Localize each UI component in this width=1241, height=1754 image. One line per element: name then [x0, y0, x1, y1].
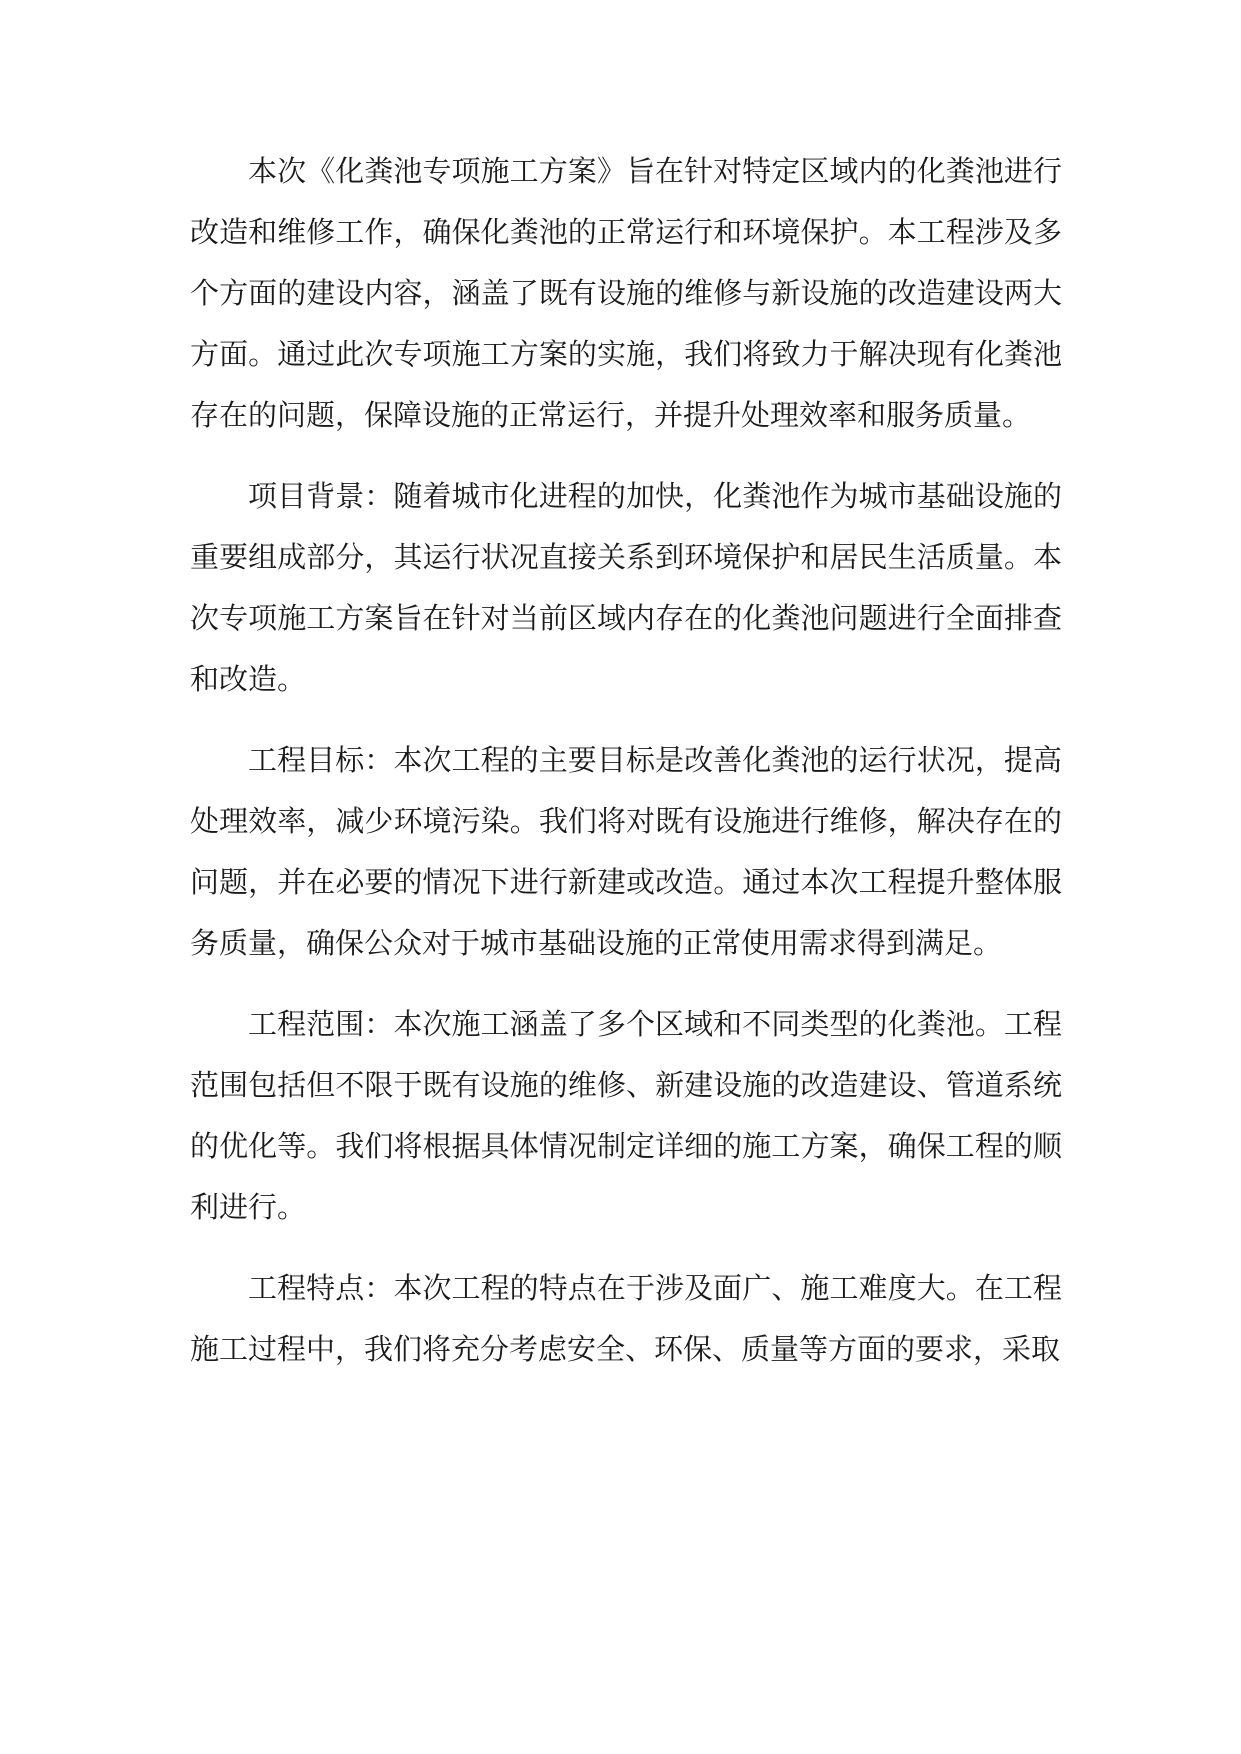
paragraph-project-goals: 工程目标：本次工程的主要目标是改善化粪池的运行状况，提高处理效率，减少环境污染。我们将对既有设施进行维修，解决存在的问题，并在必要的情况下进行新建或改造。通过本次工程提升整体服务质量，确保公众对于城市基础设施的正常使用需求得到满足。 [190, 743, 1062, 960]
paragraph-project-features: 工程特点：本次工程的特点在于涉及面广、施工难度大。在工程施工过程中，我们将充分考虑安全、环保、质量等方面的要求，采取 [190, 1271, 1062, 1366]
paragraph-intro: 本次《化粪池专项施工方案》旨在针对特定区域内的化粪池进行改造和维修工作，确保化粪池的正常运行和环境保护。本工程涉及多个方面的建设内容，涵盖了既有设施的维修与新设施的改造建设两大方面。通过此次专项施工方案的实施，我们将致力于解决现有化粪池存在的问题，保障设施的正常运行，并提升处理效率和服务质量。 [190, 154, 1062, 432]
paragraph-project-scope: 工程范围：本次施工涵盖了多个区域和不同类型的化粪池。工程范围包括但不限于既有设施的维修、新建设施的改造建设、管道系统的优化等。我们将根据具体情况制定详细的施工方案，确保工程的顺利进行。 [190, 1007, 1062, 1224]
document-body [190, 141, 1062, 1400]
paragraph-project-background: 项目背景：随着城市化进程的加快，化粪池作为城市基础设施的重要组成部分，其运行状况直接关系到环境保护和居民生活质量。本次专项施工方案旨在针对当前区域内存在的化粪池问题进行全面排查和改造。 [190, 479, 1062, 696]
